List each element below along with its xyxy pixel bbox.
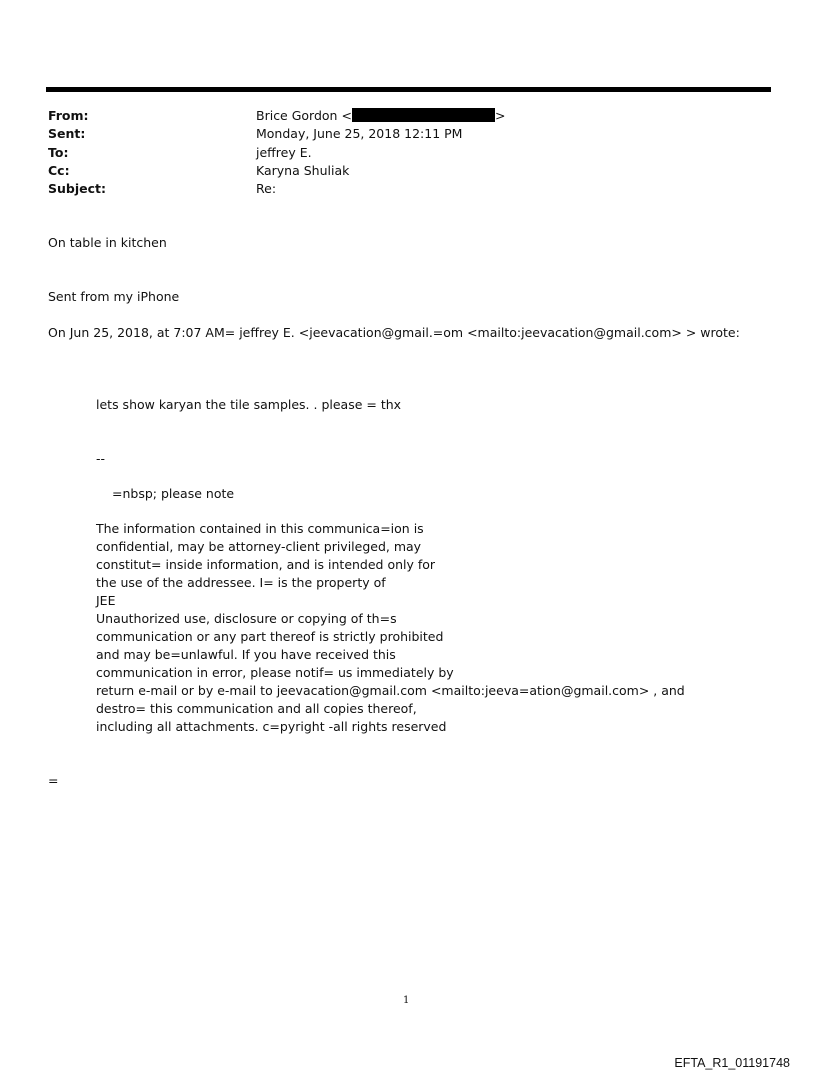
header-divider (46, 87, 771, 92)
disclaimer-line: and may be=unlawful. If you have received this (96, 647, 396, 662)
to-row (48, 144, 748, 162)
from-close-bracket: > (494, 108, 506, 123)
disclaimer-line: return e-mail or by e-mail to jeevacation@gmail.com <mailto:jeeva=ation@gmail.com> , and (96, 683, 685, 698)
disclaimer-line: Unauthorized use, disclosure or copying of th=s (96, 611, 397, 626)
subject-row (48, 180, 748, 198)
disclaimer-line: destro= this communication and all copies thereof, (96, 701, 417, 716)
sent-label: Sent: (48, 126, 86, 141)
disclaimer-line: including all attachments. c=pyright -all rights reserved (96, 719, 447, 734)
bates-number: EFTA_R1_01191748 (674, 1056, 790, 1070)
sent-value: Monday, June 25, 2018 12:11 PM (256, 126, 463, 141)
disclaimer-line: JEE (96, 593, 116, 608)
signature-separator: -- (96, 451, 106, 466)
cc-label: Cc: (48, 163, 70, 178)
redaction-box (352, 108, 495, 122)
quoted-message: lets show karyan the tile samples. . please = thx (96, 397, 402, 412)
trailing-marker: = (48, 773, 59, 788)
from-label: From: (48, 108, 89, 123)
to-label: To: (48, 145, 69, 160)
page-number: 1 (403, 995, 410, 1006)
reply-text: On table in kitchen (48, 235, 167, 250)
from-row (48, 107, 748, 125)
from-name: Brice Gordon < (256, 108, 352, 123)
disclaimer-line: the use of the addressee. I= is the property of (96, 575, 386, 590)
to-value: jeffrey E. (256, 145, 312, 160)
disclaimer-line: communication or any part thereof is strictly prohibited (96, 629, 444, 644)
subject-label: Subject: (48, 181, 106, 196)
sent-row (48, 125, 748, 143)
disclaimer-line: communication in error, please notif= us immediately by (96, 665, 454, 680)
cc-value: Karyna Shuliak (256, 163, 350, 178)
subject-value: Re: (256, 181, 277, 196)
disclaimer-line: confidential, may be attorney-client privileged, may (96, 539, 422, 554)
quote-intro: On Jun 25, 2018, at 7:07 AM= jeffrey E. <jeevacation@gmail.=om <mailto:jeevacation@gmail.com> > wrote: (48, 325, 740, 340)
cc-row (48, 162, 748, 180)
nbsp-note: =nbsp; please note (112, 486, 235, 501)
from-value (256, 107, 505, 125)
signature-text: Sent from my iPhone (48, 289, 180, 304)
disclaimer-line: constitut= inside information, and is intended only for (96, 557, 436, 572)
disclaimer-line: The information contained in this communica=ion is (96, 521, 424, 536)
